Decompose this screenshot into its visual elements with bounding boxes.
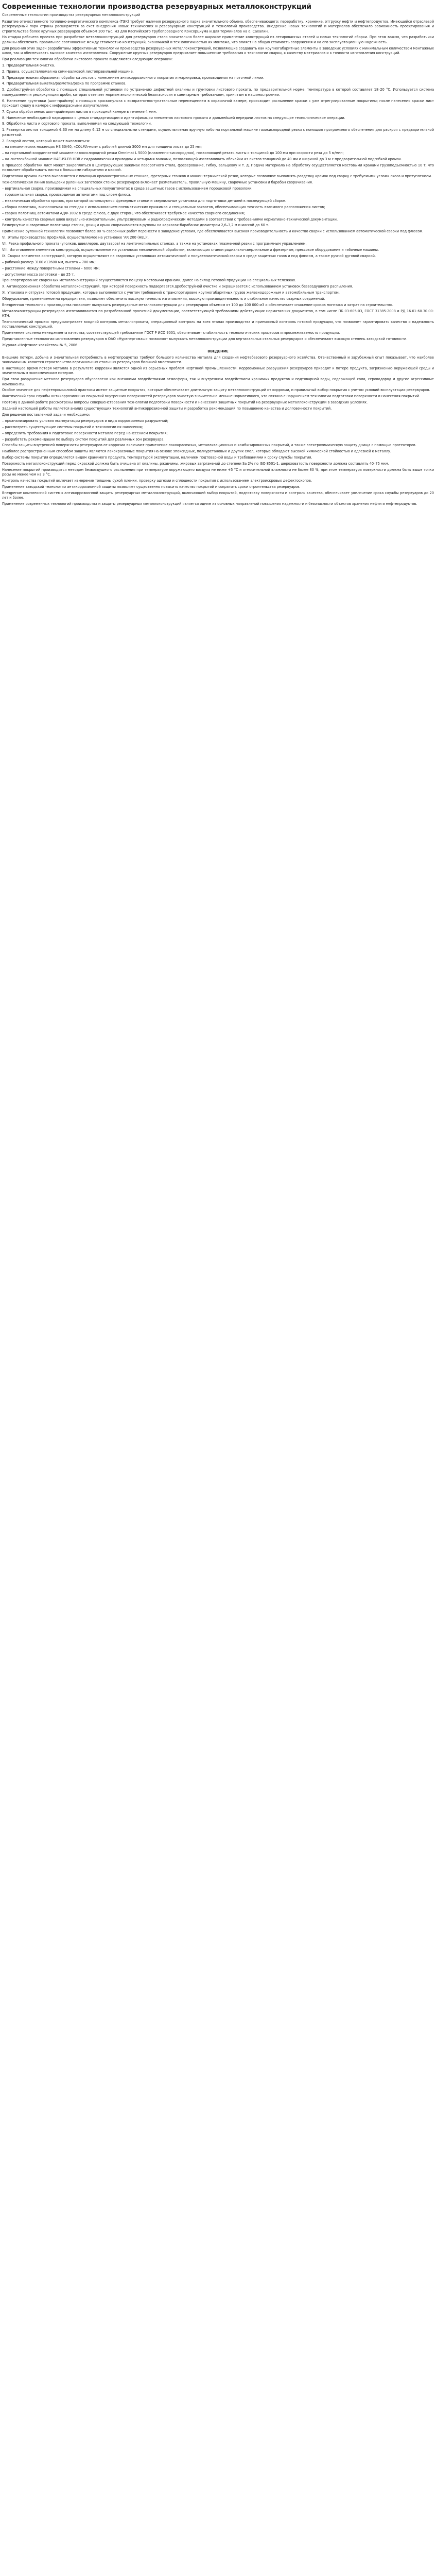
paragraph: IX. Сварка элементов конструкций, которую осуществляют на сварочных установках автоматической и полуавтоматической сварки в среде защитных газов и под флюсом, а также ручной дуговой сваркой.	[2, 253, 376, 258]
paragraph: Металлоконструкции резервуаров изготавливаются по разработанной проектной документации, соответствующей требованиям действующих нормативных документов, в том числе ПБ 03-605-03, ГОСТ 31385-2008 и РД 16.01-60.30.00-КТН.	[2, 309, 434, 318]
article-subtitle: Современные технологии производства резервуарных металлоконструкций	[2, 13, 141, 17]
paragraph: Применение системы менеджмента качества, соответствующей требованиям ГОСТ Р ИСО 9001, обеспечивает стабильность технологических процессов и прослеживаемость продукции.	[2, 331, 340, 335]
paragraph: При реализации технологии обработки листового проката выделяются следующие операции:	[2, 57, 173, 61]
paragraph: VIII. Изготовление элементов конструкций, осуществляемое на установках механической обработки, включающих станки радиально-сверлильные и фрезерные, прессовое оборудование и гибочные машины.	[2, 247, 379, 252]
paragraph: Особое значение для нефтепромысловой практики имеют защитные покрытия, которые обеспечивают длительную защиту металлоконструкций от коррозии, и правильный выбор покрытия с учетом условий эксплуатации резервуаров.	[2, 388, 430, 393]
paragraph: – допустимая масса заготовки – до 25 т.	[2, 272, 75, 277]
paragraph: – на портальной координатной машине газокислородной резки Omnimat L 5000 (плазменно-кислородная), позволяющей резать листы с толщиной до 100 мм при скорости реза до 5 м/мин;	[2, 151, 344, 156]
paragraph: Поверхность металлоконструкций перед окраской должна быть очищена от окалины, ржавчины, жировых загрязнений до степени Sa 2½ по ISO 8501-1, шероховатость поверхности должна составлять 40–75 мкм.	[2, 462, 389, 466]
paragraph: Задачей настоящей работы является анализ существующих технологий антикоррозионной защиты и разработка рекомендаций по повышению качества и долговечности покрытий.	[2, 406, 332, 411]
paragraph: В настоящее время потеря металла в результате коррозии является одной из серьезных проблем нефтяной промышленности. Коррозионные разрушения резервуаров приводят к потере продукта, загрязнению окружающей среды и значительным экономическим потерям.	[2, 366, 434, 376]
paragraph: – расстояние между поворотными столами – 6000 мм;	[2, 266, 100, 270]
paragraph: ВВЕДЕНИЕ	[207, 349, 229, 353]
paragraph: Поэтому в данной работе рассмотрены вопросы совершенствования технологии подготовки поверхности и нанесения защитных покрытий на резервуарные металлоконструкции в заводских условиях.	[2, 400, 368, 405]
paragraph: – рабочий размер 3100×12600 мм, высота – 700 мм;	[2, 260, 96, 264]
paragraph: Фактический срок службы антикоррозионных покрытий внутренних поверхностей резервуаров зачастую значительно меньше нормативного, что связано с нарушением технологии подготовки поверхности и нанесения покрытий.	[2, 394, 421, 399]
paragraph: Подготовка кромок листов выполняется с помощью кромкострогальных станков, фрезерных станков и машин термической резки, которые позволяют выполнять разделку кромок под сварку с требуемыми углами скоса и притуплением.	[2, 174, 432, 179]
paragraph: – механическая обработка кромок, при которой используются фрезерные станки и сверлильные установки для подготовки деталей к последующей сборке.	[2, 198, 287, 203]
paragraph: 2. Правка, осуществляемая на семи-валковой листоправильной машине.	[2, 69, 134, 74]
paragraph: – проанализировать условия эксплуатации резервуаров и виды коррозионных разрушений;	[2, 418, 168, 423]
paragraph: – определить требования к подготовке поверхности металла перед нанесением покрытия;	[2, 431, 168, 435]
paragraph: 9. Обработка листа и сортового проката, выполняемая на следующей технологии.	[2, 122, 152, 126]
paragraph: На стадии рабочего проекта при разработке металлоконструкций для резервуаров стало значительно более широкое применение конструкций из легированных сталей и новых технологий сборки. При этом важно, что разработчики должны обеспечить правильное соотношение между стоимостью конструкций, экономикой и технологичностью их монтажа, что влияет на общую стоимость сооружения и на его эксплуатационную надежность.	[2, 35, 434, 44]
paragraph: 2. Раскрой листов, который может выполняться:	[2, 139, 90, 143]
paragraph: Выбор системы покрытия определяется видом хранимого продукта, температурой эксплуатации, наличием подтоварной воды и требованиями к сроку службы покрытия.	[2, 455, 312, 460]
paragraph: Оборудование, применяемое на предприятии, позволяет обеспечить высокую точность изготовления, высокую производительность и стабильное качество сварных соединений.	[2, 297, 325, 301]
paragraph: – горизонтальная сварка, производимая автоматами под слоем флюса.	[2, 192, 131, 197]
paragraph: Для решения поставленной задачи необходимо:	[2, 412, 90, 417]
paragraph: 3. Предварительная абразивная обработка листов с нанесением антикоррозионного покрытия и маркировка, производимая на поточной линии.	[2, 75, 265, 80]
paragraph: – вертикальная сварка, производимая на специальных полуавтоматах в среде защитных газов с использованием порошковой проволоки;	[2, 187, 253, 191]
paragraph: – разработать рекомендации по выбору систем покрытий для различных зон резервуара.	[2, 437, 165, 442]
article-title: Современные технологии производства резервуарных металлоконструкций	[2, 3, 311, 11]
paragraph: Нанесение покрытий производится методом безвоздушного распыления при температуре окружающего воздуха не ниже +5 °С и относительной влажности не более 80 %, при этом температура поверхности должна быть выше точки росы не менее чем на 3 °С.	[2, 467, 434, 477]
paragraph: Внешние потери, добыча и значительная потребность в нефтепродуктах требуют большого количества металла для создания нефтебазового резервуарного хозяйства. Отечественный и зарубежный опыт показывает, что наиболее экономичным является строительство вертикальных стальных резервуаров большой вместимости.	[2, 355, 434, 365]
paragraph: X. Антикоррозионная обработка металлоконструкций, при которой поверхность подвергается дробеструйной очистке и окрашивается с использованием установок безвоздушного распыления.	[2, 284, 353, 289]
paragraph: При этом разрушение металла резервуаров обусловлено как внешними воздействиями атмосферы, так и внутренним воздействием хранимых продуктов и подтоварной воды, содержащей соли, сероводород и другие агрессивные компоненты.	[2, 377, 434, 386]
paragraph: VI. Этапы производства: профилей, осуществляемое на установке 'AR 200 (HEL)'.	[2, 235, 149, 240]
paragraph: Журнал «Нефтяное хозяйство» № 5, 2006	[2, 343, 78, 348]
paragraph: XI. Упаковка и отгрузка готовой продукции, которые выполняются с учетом требований к транспортировке крупногабаритных грузов железнодорожным и автомобильным транспортом.	[2, 291, 340, 295]
paragraph: Применение современных технологий производства и защиты резервуарных металлоконструкций является одним из основных направлений повышения надежности и безопасности объектов хранения нефти и нефтепродуктов.	[2, 502, 417, 506]
paragraph: – сборка полотнищ, выполняемая на стендах с использованием пневматических прижимов и специальных захватов, обеспечивающих точность взаимного расположения листов;	[2, 205, 325, 209]
paragraph: 8. Нанесение необходимой маркировки с целью стандартизации и идентификации элементов листового проката и дальнейшей передачи листов на следующие технологические операции.	[2, 115, 345, 120]
paragraph: Применение рулонной технологии позволяет более 80 % сварочных работ перенести в заводские условия, где обеспечивается высокая производительность и качество сварки с использованием автоматической сварки под флюсом.	[2, 229, 424, 234]
article-body	[2, 20, 434, 506]
paragraph: Наиболее распространенным способом защиты являются лакокрасочные покрытия на основе эпоксидных, полиуретановых и других смол, которые обладают высокой химической стойкостью и адгезией к металлу.	[2, 449, 391, 454]
paragraph: Развитие отечественного топливно-энергетического комплекса (ТЭК) требует наличия резервуарного парка значительного объема, обеспечивающего: переработку, хранение, отгрузку нефти и нефтепродуктов. Имеющийся отраслевой резервуарный парк страны расширяется за счет внедрения новых технических и резервуарных конструкций и технологий производства. Внедрение новых технологий и материалов обеспечило возможность проектирования и строительства более крупных резервуаров объемом 100 тыс. м3 для Каспийского Трубопроводного Консорциума и для терминалов на о. Сахалин.	[2, 20, 434, 33]
paragraph: Способы защиты внутренней поверхности резервуаров от коррозии включают применение лакокрасочных, металлизационных и комбинированных покрытий, а также электрохимическую защиту днища с помощью протекторов.	[2, 443, 416, 448]
paragraph: Внедренная технология производства позволяет выпускать резервуарные металлоконструкции для резервуаров объемом от 100 до 100 000 м3 и обеспечивает снижение сроков монтажа и затрат на строительство.	[2, 303, 393, 307]
paragraph: В процессе обработки лист может закрепляться в центрирующих зажимах поворотного стола, фрезерование, гибку, вальцовку и т. д. Подача материала на обработку осуществляется мостовыми кранами грузоподъемностью 10 т, что позволяет обрабатывать листы с большими габаритами и массой.	[2, 163, 434, 173]
paragraph: VII. Резка профильного проката (уголков, швеллеров, двутавров) на ленточнопильных станках, а также на установках плазменной резки с программным управлением.	[2, 242, 307, 246]
paragraph: Технологический процесс предусматривает входной контроль металлопроката, операционный контроль на всех этапах производства и приемочный контроль готовой продукции, что позволяет гарантировать качество и надежность поставляемых конструкций.	[2, 320, 434, 329]
paragraph: Внедрение комплексной системы антикоррозионной защиты резервуарных металлоконструкций, включающей выбор покрытий, подготовку поверхности и контроль качества, обеспечивает увеличение срока службы резервуаров до 20 лет и более.	[2, 490, 434, 500]
paragraph: 1. Предварительная очистка.	[2, 63, 55, 67]
paragraph: – рассмотреть существующие системы покрытий и технологии их нанесения;	[2, 425, 143, 429]
paragraph: 5. Дробеструйная обработка с помощью специальной установки по устранению дефектной окалины и грунтовки листового проката, по предварительной норме, температура в которой составляет 18–20 °С. Используется система пылеудаления и рециркуляции дроби, которая отвечает нормам экологической безопасности и санитарным требованиям, принятым в машиностроении.	[2, 88, 434, 97]
document	[0, 0, 436, 513]
paragraph: Для решения этих задач разработаны эффективные технологии производства резервуарных металлоконструкций, позволяющие создавать как крупногабаритные элементы в заводских условиях с минимальным количеством монтажных швов, так и обеспечивать высокое качество изготовления. Сооружение крупных резервуаров предъявляет повышенные требования к технологии сварки, к качеству материалов и к точности изготовления конструкций.	[2, 46, 434, 55]
paragraph: – контроль качества сварных швов визуально-измерительным, ультразвуковым и радиографическим методами в соответствии с требованиями нормативно-технической документации.	[2, 217, 338, 222]
paragraph: 4. Предварительная выкатка/разметка/резка по программе станков.	[2, 81, 127, 86]
paragraph: Транспортирование сваренных металлоконструкций осуществляется по цеху мостовыми кранами, далее на склад готовой продукции на специальных тележках.	[2, 278, 297, 283]
paragraph: Представленные технологии изготовления резервуаров в ОАО «Нурэнергомаш» позволяют выпускать металлоконструкции для вертикальных стальных резервуаров и обеспечивают высокую степень заводской готовности.	[2, 337, 408, 342]
paragraph: – на листогибочной машине HAEUSLER HDR с гидравлическим приводом и четырьмя валками, позволяющей изготавливать обечайки из листов толщиной до 40 мм и шириной до 3 м с предварительной подгибкой кромок.	[2, 157, 402, 162]
paragraph: – сварка полотнищ автоматами АДФ-1002 в среде флюса, с двух сторон, что обеспечивает требуемое качество сварного соединения;	[2, 211, 245, 215]
paragraph: Развернутые и сваренные полотнища стенок, днищ и крыш сворачиваются в рулоны на каркасах-барабанах диаметром 2,6–3,2 м и массой до 60 т.	[2, 223, 269, 228]
paragraph: – на механических ножницах HS 30/40, «COLMA-ном» с рабочей длиной 3000 мм для толщины листа до 25 мм;	[2, 145, 202, 149]
paragraph: 7. Сушка обработанных шоп-праймером листов в проходной камере в течение 4 мин.	[2, 109, 157, 114]
paragraph: Контроль качества покрытий включает измерение толщины сухой пленки, проверку адгезии и сплошности покрытия с использованием электроискровых дефектоскопов.	[2, 479, 312, 483]
paragraph: Применение заводской технологии антикоррозионной защиты позволяет существенно повысить качество покрытий и сократить сроки строительства резервуаров.	[2, 485, 301, 489]
paragraph: Технологическая линия вальцовки рулонных заготовок стенок резервуаров включает разматыватель, правильную машину, сварочные установки и барабан сворачивания.	[2, 180, 313, 185]
paragraph: 1. Развертка листов толщиной 4–30 мм на длину 6–12 м со специальными стендами, осуществляемая вручную либо на портальной машине газокислородной резки с помощью программного обеспечения для раскроя с предварительной разметкой.	[2, 128, 434, 137]
paragraph: 6. Нанесение грунтовки (шоп-праймер) с помощью краскопульта с возвратно-поступательным перемещением в окрасочной камере, происходит распыление краски с уже отрегулированным покрытием; после нанесения краски лист проходит сушку в камере с инфракрасными излучателями.	[2, 98, 434, 108]
